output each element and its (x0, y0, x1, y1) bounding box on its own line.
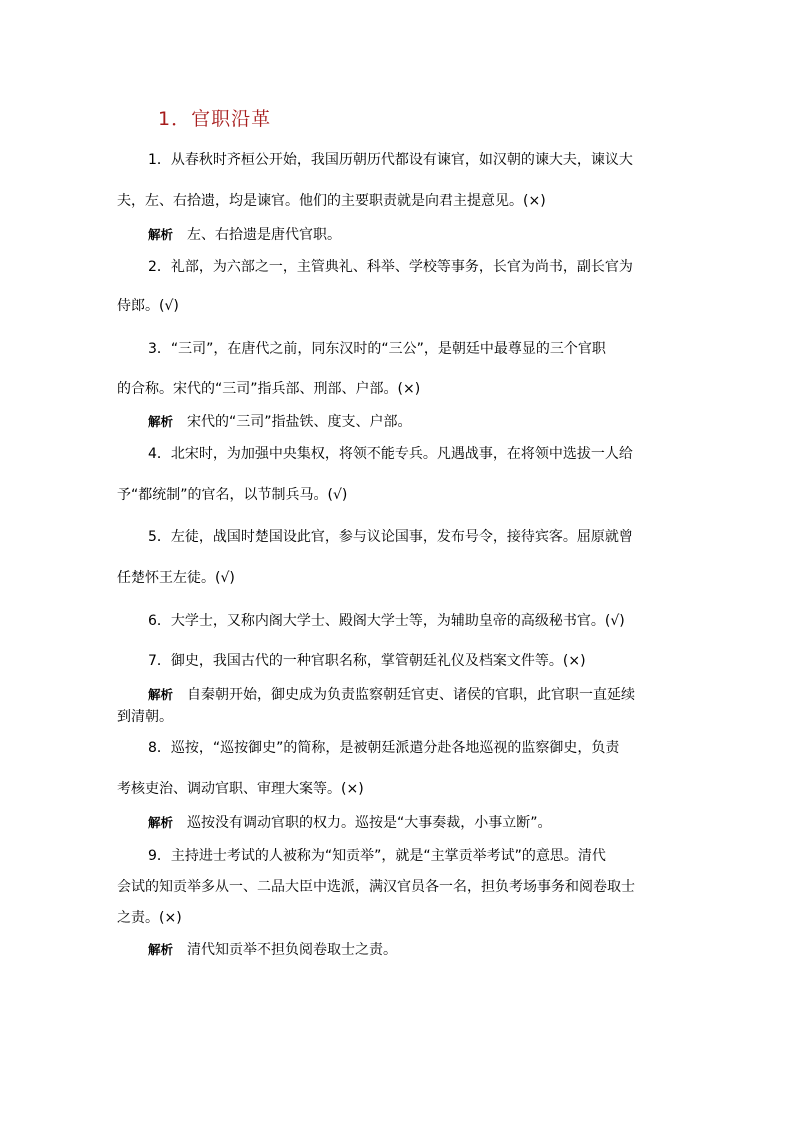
analysis-1 (148, 225, 341, 245)
question-4-line-2: 予“都统制”的官名，以节制兵马。(√) (117, 487, 348, 503)
question-5-line-2: 任楚怀王左徒。(√) (117, 570, 235, 586)
question-1-line-2: 夫，左、右拾遗，均是谏官。他们的主要职责就是向君主提意见。(×) (117, 193, 546, 209)
analysis-label: 解析 (148, 687, 174, 702)
question-2-line-2: 侍郎。(√) (117, 298, 179, 314)
question-9-line-3: 之责。(×) (117, 910, 182, 926)
analysis-7-line-2: 到清朝。 (117, 709, 173, 725)
question-7-line-1: 7．御史，我国古代的一种官职名称，掌管朝廷礼仪及档案文件等。(×) (148, 653, 586, 669)
analysis-9 (148, 940, 397, 960)
question-5-line-1: 5．左徒，战国时楚国设此官，参与议论国事，发布号令，接待宾客。屈原就曾 (148, 529, 633, 545)
analysis-9-text: 清代知贡举不担负阅卷取士之责。 (187, 942, 398, 958)
question-2-line-1: 2．礼部，为六部之一，主管典礼、科举、学校等事务，长官为尚书，副长官为 (148, 259, 633, 275)
question-8-line-2: 考核吏治、调动官职、审理大案等。(×) (117, 781, 364, 797)
analysis-label: 解析 (148, 942, 174, 957)
section-title: 1．官职沿革 (158, 108, 272, 130)
analysis-8-text: 巡按没有调动官职的权力。巡按是“大事奏裁，小事立断”。 (187, 815, 552, 831)
analysis-3 (148, 412, 412, 432)
analysis-8 (148, 813, 552, 833)
analysis-7-text: 自秦朝开始，御史成为负责监察朝廷官吏、诸侯的官职，此官职一直延续 (187, 687, 636, 703)
question-1-line-1: 1．从春秋时齐桓公开始，我国历朝历代都设有谏官，如汉朝的谏大夫，谏议大 (148, 152, 633, 168)
question-4-line-1: 4．北宋时，为加强中央集权，将领不能专兵。凡遇战事，在将领中选拔一人给 (148, 446, 633, 462)
question-9-line-2: 会试的知贡举多从一、二品大臣中选派，满汉官员各一名，担负考场事务和阅卷取士 (117, 879, 635, 895)
analysis-label: 解析 (148, 227, 174, 242)
analysis-3-text: 宋代的“三司”指盐铁、度支、户部。 (187, 414, 412, 430)
analysis-label: 解析 (148, 815, 174, 830)
question-8-line-1: 8．巡按，“巡按御史”的简称，是被朝廷派遣分赴各地巡视的监察御史，负责 (148, 740, 620, 756)
question-6-line-1: 6．大学士，又称内阁大学士、殿阁大学士等，为辅助皇帝的高级秘书官。(√) (148, 613, 625, 629)
question-3-line-2: 的合称。宋代的“三司”指兵部、刑部、户部。(×) (117, 381, 421, 397)
analysis-label: 解析 (148, 414, 174, 429)
question-9-line-1: 9．主持进士考试的人被称为“知贡举”，就是“主掌贡举考试”的意思。清代 (148, 848, 606, 864)
analysis-7 (148, 685, 635, 705)
analysis-1-text: 左、右拾遗是唐代官职。 (187, 227, 342, 243)
question-3-line-1: 3．“三司”，在唐代之前，同东汉时的“三公”，是朝廷中最尊显的三个官职 (148, 341, 606, 357)
